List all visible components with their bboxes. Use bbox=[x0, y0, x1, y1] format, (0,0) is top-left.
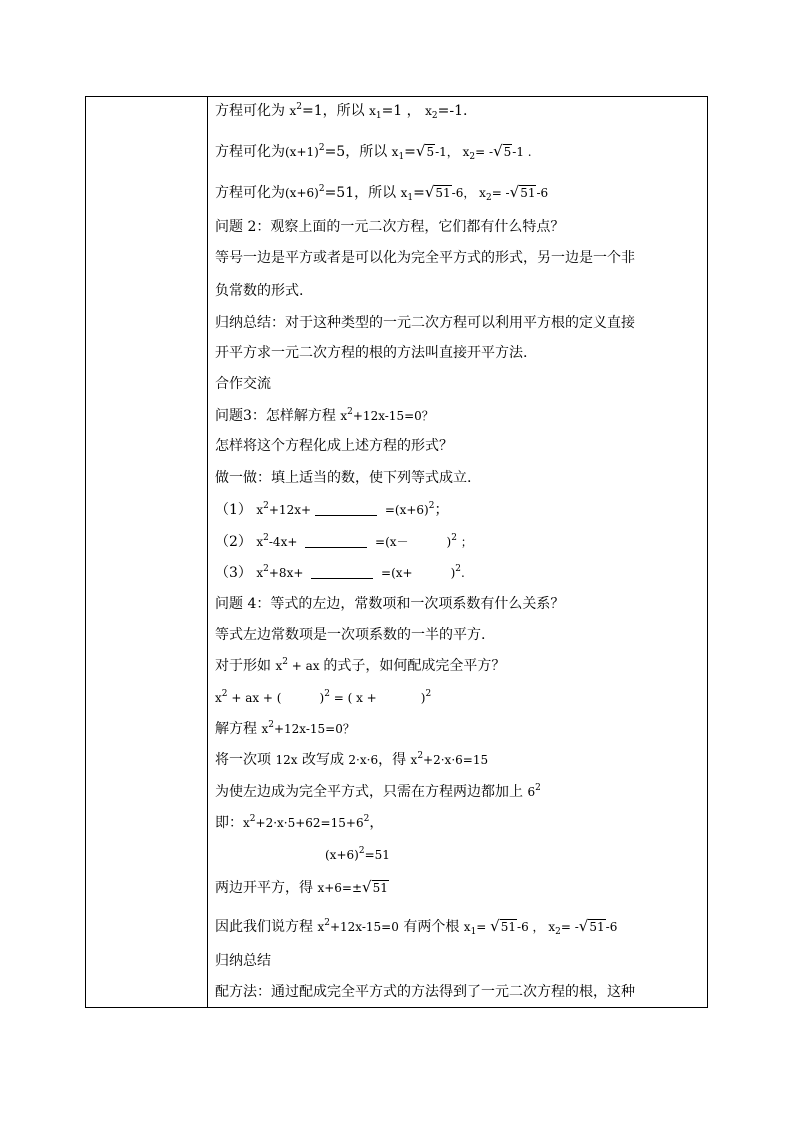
var: x bbox=[256, 503, 264, 517]
expr: ) bbox=[450, 566, 456, 580]
text: ； bbox=[434, 502, 449, 518]
var: x bbox=[400, 186, 408, 200]
sub: 2 bbox=[555, 927, 561, 937]
text: -6 bbox=[605, 920, 618, 934]
sup: 2 bbox=[221, 689, 228, 699]
var: x bbox=[243, 816, 250, 830]
sup: 2 bbox=[249, 814, 256, 824]
sup: 2 bbox=[417, 751, 424, 761]
var: x bbox=[256, 566, 264, 580]
sqrt-symbol: √51 bbox=[490, 917, 517, 935]
text-line-13 bbox=[215, 500, 448, 520]
expr: 2·x·6 bbox=[348, 753, 379, 767]
sup: 2 bbox=[455, 564, 461, 574]
var: x bbox=[340, 409, 348, 423]
expr: +2·x·6=15 bbox=[423, 753, 489, 767]
sup: 2 bbox=[263, 501, 269, 511]
var: x bbox=[369, 104, 376, 118]
text-line-14 bbox=[215, 532, 473, 552]
sqrt-symbol: √51 bbox=[424, 183, 451, 201]
text: =1，所以 bbox=[301, 103, 370, 119]
sqrt-arg: 51 bbox=[589, 920, 605, 934]
var: x bbox=[215, 691, 222, 705]
sup: 2 bbox=[358, 846, 365, 856]
sup: 2 bbox=[318, 184, 325, 194]
sub: 1 bbox=[398, 152, 405, 162]
sup: 2 bbox=[263, 564, 269, 574]
text-line-17: 等式左边常数项是一次项系数的一半的平方. bbox=[215, 627, 486, 643]
expr: ) bbox=[420, 691, 426, 705]
sub: 1 bbox=[407, 193, 414, 203]
var: x bbox=[289, 104, 297, 118]
text: 方程可化为 bbox=[215, 103, 290, 119]
sup: 2 bbox=[296, 102, 302, 112]
var: x bbox=[425, 104, 432, 118]
sqrt-symbol: √5 bbox=[493, 142, 512, 160]
text: = - bbox=[491, 186, 510, 200]
sup: 2 bbox=[535, 783, 541, 793]
text: = bbox=[476, 920, 491, 934]
text: 两边开平方，得 bbox=[215, 880, 318, 896]
text: 即： bbox=[215, 815, 243, 831]
expr: + ax + ( bbox=[227, 691, 282, 705]
sqrt-symbol: √5 bbox=[415, 142, 435, 160]
text: 对于形如 bbox=[215, 658, 276, 674]
text: =5，所以 bbox=[324, 144, 392, 160]
expr: ) bbox=[446, 535, 452, 549]
sqrt-arg: 51 bbox=[520, 186, 536, 200]
var: x bbox=[275, 659, 283, 673]
sup: 2 bbox=[363, 814, 370, 824]
var: x bbox=[261, 722, 269, 736]
sup: 2 bbox=[425, 689, 432, 699]
expr: ) bbox=[319, 691, 325, 705]
sup: 2 bbox=[268, 720, 274, 730]
text-line-22 bbox=[215, 782, 541, 802]
var: x bbox=[256, 535, 264, 549]
expr: + ax bbox=[287, 659, 324, 673]
text-line-2 bbox=[215, 141, 532, 162]
text-line-10 bbox=[215, 406, 434, 426]
text: （1） bbox=[215, 502, 257, 518]
text-line-21 bbox=[215, 750, 488, 770]
sup: 2 bbox=[324, 918, 330, 928]
sup: 2 bbox=[347, 407, 353, 417]
sup: 2 bbox=[318, 143, 325, 153]
text-line-6: 负常数的形式. bbox=[215, 283, 304, 299]
sqrt-symbol: √51 bbox=[509, 183, 536, 201]
text: ，得 bbox=[378, 752, 411, 768]
expr: = ( x + bbox=[329, 691, 377, 705]
expr: (x+6) bbox=[325, 848, 359, 862]
var: x bbox=[391, 145, 399, 159]
text: 解方程 bbox=[215, 721, 262, 737]
text: （3） bbox=[215, 565, 257, 581]
expr: x+6=± bbox=[317, 881, 363, 895]
expr: +12x-15=0？ bbox=[352, 409, 434, 423]
text: 改写成 bbox=[297, 752, 349, 768]
expr: +2·x·5+62=15+6 bbox=[255, 816, 364, 830]
text: . bbox=[461, 566, 465, 580]
text-line-7: 归纳总结：对于这种类型的一元二次方程可以利用平方根的定义直接 bbox=[215, 315, 635, 331]
var: x bbox=[317, 920, 325, 934]
sqrt-arg: 5 bbox=[503, 145, 512, 159]
sub: 2 bbox=[431, 111, 438, 121]
text-line-1 bbox=[215, 101, 467, 121]
text: = bbox=[413, 185, 425, 201]
sup: 2 bbox=[428, 501, 435, 511]
text-line-25 bbox=[215, 877, 389, 898]
sub: 2 bbox=[469, 152, 476, 162]
sqrt-arg: 51 bbox=[435, 186, 451, 200]
var: x bbox=[463, 920, 471, 934]
text-line-5: 等号一边是平方或者是可以化为完全平方式的形式，另一边是一个非 bbox=[215, 250, 635, 266]
var: x bbox=[410, 753, 418, 767]
sqrt-arg: 51 bbox=[372, 881, 388, 895]
text: =51，所以 bbox=[324, 185, 401, 201]
text: = bbox=[404, 144, 416, 160]
text: 有两个根 bbox=[398, 919, 464, 935]
text: 方程可化为 bbox=[215, 185, 285, 201]
text-line-24 bbox=[325, 845, 390, 865]
expr: =51 bbox=[364, 848, 390, 862]
sub: 1 bbox=[375, 111, 382, 121]
text-line-26 bbox=[215, 916, 617, 937]
expr: +12x-15=0？ bbox=[273, 722, 355, 736]
text: 的式子，如何配成完全平方？ bbox=[323, 658, 506, 674]
sub: 2 bbox=[485, 193, 492, 203]
sqrt-arg: 51 bbox=[500, 920, 517, 934]
sub: 1 bbox=[470, 927, 477, 937]
text: 因此我们说方程 bbox=[215, 919, 318, 935]
expr: =(x+ bbox=[377, 566, 413, 580]
text: =-1. bbox=[437, 103, 468, 119]
sup: 2 bbox=[282, 657, 288, 667]
text: -6 ， bbox=[517, 920, 549, 934]
text: ； bbox=[456, 535, 473, 549]
text-line-28: 配方法：通过配成完全平方式的方法得到了一元二次方程的根，这种 bbox=[215, 984, 635, 1000]
sup: 2 bbox=[451, 533, 457, 543]
text: 将一次项 bbox=[215, 752, 276, 768]
sqrt-symbol: √51 bbox=[578, 917, 605, 935]
text: 为使左边成为完全平方式，只需在方程两边都加上 bbox=[215, 784, 528, 800]
text: -1， bbox=[435, 145, 463, 159]
text-line-8: 开平方求一元二次方程的根的方法叫直接开平方法. bbox=[215, 345, 528, 361]
text: = - bbox=[560, 920, 579, 934]
expr: 6 bbox=[527, 785, 536, 799]
expr: =(x－ bbox=[371, 535, 409, 549]
var: x bbox=[479, 186, 486, 200]
expr: -4x+ bbox=[268, 535, 302, 549]
column-divider bbox=[207, 97, 208, 1007]
var: x bbox=[548, 920, 556, 934]
text-line-9: 合作交流 bbox=[215, 376, 271, 392]
expr: (x+1) bbox=[285, 145, 319, 159]
text: 问题3：怎样解方程 bbox=[215, 408, 341, 424]
expr: (x+6) bbox=[285, 186, 319, 200]
text-line-15 bbox=[215, 563, 465, 583]
text-line-12: 做一做：填上适当的数，使下列等式成立. bbox=[215, 470, 472, 486]
fill-blank[interactable] bbox=[305, 534, 367, 548]
expr: +12x+ bbox=[268, 503, 312, 517]
expr: 12x bbox=[275, 753, 298, 767]
expr: =(x+6) bbox=[381, 503, 429, 517]
text: = - bbox=[475, 145, 494, 159]
text-line-20 bbox=[215, 719, 355, 739]
sqrt-arg: 5 bbox=[426, 145, 435, 159]
text: （2） bbox=[215, 534, 257, 550]
text-line-19 bbox=[215, 688, 431, 708]
text-line-23 bbox=[215, 813, 383, 833]
expr: +8x+ bbox=[268, 566, 308, 580]
text: -1 . bbox=[512, 145, 532, 159]
text: 方程可化为 bbox=[215, 144, 285, 160]
text-line-27: 归纳总结 bbox=[215, 953, 271, 969]
text-line-18 bbox=[215, 656, 505, 676]
var: x bbox=[462, 145, 470, 159]
text: -6， bbox=[451, 186, 480, 200]
expr: +12x-15=0 bbox=[329, 920, 399, 934]
text: =1 ， bbox=[381, 103, 426, 119]
text-line-16: 问题 4：等式的左边，常数项和一次项系数有什么关系？ bbox=[215, 596, 565, 612]
text: -6 bbox=[536, 186, 549, 200]
text-line-11: 怎样将这个方程化成上述方程的形式？ bbox=[215, 438, 453, 454]
text-line-3 bbox=[215, 182, 548, 203]
sup: 2 bbox=[263, 533, 269, 543]
fill-blank[interactable] bbox=[311, 565, 373, 579]
text-line-4: 问题 2：观察上面的一元二次方程，它们都有什么特点？ bbox=[215, 219, 565, 235]
sqrt-symbol: √51 bbox=[362, 878, 388, 896]
text: ， bbox=[369, 815, 384, 831]
fill-blank[interactable] bbox=[315, 502, 377, 516]
sup: 2 bbox=[324, 689, 330, 699]
